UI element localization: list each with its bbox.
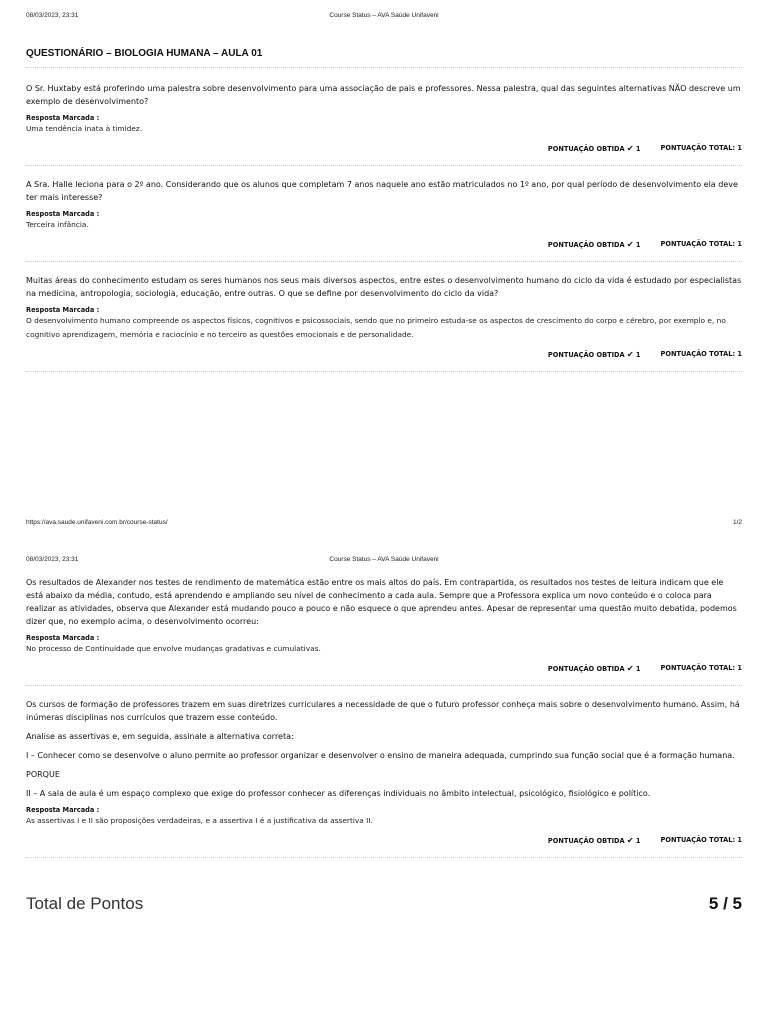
- question-text: O Sr. Huxtaby está proferindo uma palestra sobre desenvolvimento para uma associação de pais e professores. Nessa palestra, qual das seguintes alternativas NÃO descreve um exemplo de desenvolvimento?: [26, 84, 741, 106]
- score-total: PONTUAÇÃO TOTAL: 1: [660, 836, 742, 844]
- score-total: PONTUAÇÃO TOTAL: 1: [660, 664, 742, 672]
- score-obtained: PONTUAÇÃO OBTIDA ✔ 1: [547, 350, 641, 359]
- check-icon: ✔: [626, 240, 634, 249]
- marked-answer: No processo de Continuidade que envolve mudanças gradativas e cumulativas.: [26, 644, 321, 653]
- print-datetime: 08/03/2023, 23:31: [26, 12, 79, 19]
- score-row: [26, 836, 742, 858]
- score-obtained: PONTUAÇÃO OBTIDA ✔ 1: [547, 144, 641, 153]
- score-total: PONTUAÇÃO TOTAL: 1: [660, 144, 742, 152]
- page-2: [26, 576, 742, 870]
- print-header-page-2: [0, 556, 768, 568]
- answer-label: Resposta Marcada :: [26, 806, 100, 814]
- total-value: 5 / 5: [708, 894, 742, 913]
- print-page-number: 1/2: [732, 519, 742, 526]
- score-row: [26, 350, 742, 372]
- check-icon: ✔: [626, 350, 634, 359]
- question-block: [26, 576, 742, 686]
- total-score-row: [26, 894, 742, 914]
- page-title: QUESTIONÁRIO – BIOLOGIA HUMANA – AULA 01: [26, 48, 742, 68]
- question-block: [26, 178, 742, 262]
- question-text: Os resultados de Alexander nos testes de rendimento de matemática estão entre os mais altos do país. Em contrapartida, os resultados nos testes de leitura indicam que ele está abaixo da média, contudo, está aprendendo e ampliando seu nível de conhecimento a cada aula. Sempre que a Professora explica um novo conteúdo e o coloca para realizar as atividades, observa que Alexander está mudando pouco a pouco e não esquece o que aprendeu antes. Apesar de representar uma questão muito debatida, podemos dizer que, no exemplo acima, o desenvolvimento ocorreu:: [26, 578, 737, 626]
- answer-label: Resposta Marcada :: [26, 634, 100, 642]
- score-row: [26, 240, 742, 262]
- print-header: [0, 12, 768, 24]
- print-site-title: Course Status – AVA Saúde Unifaveni: [329, 12, 439, 19]
- print-footer: [0, 519, 768, 531]
- print-site-title: Course Status – AVA Saúde Unifaveni: [329, 556, 439, 563]
- answer-label: Resposta Marcada :: [26, 306, 100, 314]
- check-icon: ✔: [626, 664, 634, 673]
- marked-answer: O desenvolvimento humano compreende os aspectos físicos, cognitivos e psicossociais, sendo que no primeiro estuda-se os aspectos de crescimento do corpo e cérebro, por exemplo e, no cognitivo aprendizagem, memória e raciocínio e no terceiro as questões emocionais e de personalidade.: [26, 316, 726, 339]
- question-text: Muitas áreas do conhecimento estudam os seres humanos nos seus mais diversos aspectos, entre estes o desenvolvimento humano do ciclo da vida é estudado por especialistas na medicina, antropologia, sociologia, educação, entre outras. O que se define por desenvolvimento do ciclo da vida?: [26, 276, 742, 298]
- print-url: https://ava.saude.unifaveni.com.br/course-status/: [26, 519, 168, 526]
- question-block: [26, 274, 742, 372]
- marked-answer: Uma tendência inata à timidez.: [26, 124, 143, 133]
- score-row: [26, 144, 742, 166]
- page-1: [26, 48, 742, 384]
- answer-label: Resposta Marcada :: [26, 114, 100, 122]
- marked-answer: As assertivas I e II são proposições verdadeiras, e a assertiva I é a justificativa da assertiva II.: [26, 816, 373, 825]
- score-obtained: PONTUAÇÃO OBTIDA ✔ 1: [547, 664, 641, 673]
- score-obtained: PONTUAÇÃO OBTIDA ✔ 1: [547, 240, 641, 249]
- check-icon: ✔: [626, 836, 634, 845]
- question-block: [26, 698, 742, 858]
- score-obtained: PONTUAÇÃO OBTIDA ✔ 1: [547, 836, 641, 845]
- marked-answer: Terceira infância.: [26, 220, 89, 229]
- score-row: [26, 664, 742, 686]
- answer-label: Resposta Marcada :: [26, 210, 100, 218]
- check-icon: ✔: [626, 144, 634, 153]
- print-datetime: 08/03/2023, 23:31: [26, 556, 79, 563]
- total-label: Total de Pontos: [26, 894, 144, 913]
- score-total: PONTUAÇÃO TOTAL: 1: [660, 350, 742, 358]
- score-total: PONTUAÇÃO TOTAL: 1: [660, 240, 742, 248]
- question-text: A Sra. Halle leciona para o 2º ano. Considerando que os alunos que completam 7 anos naquele ano estão matriculados no 1º ano, por qual período de desenvolvimento ela deve ter mais interesse?: [26, 180, 738, 202]
- question-text: Os cursos de formação de professores trazem em suas diretrizes curriculares a necessidade de que o futuro professor conheça mais sobre o desenvolvimento humano. Assim, há inúmeras disciplinas nos currículos que trazem esse conteúdo. Analise as assertivas e, em seguida, assinale a alternativa correta: I – Conhecer como se desenvolve o aluno permite ao professor organizar e desenvolver o ensino de maneira adequada, cumprindo sua função social que é a formação humana. PORQUE II – A sala de aula é um espaço complexo que exige do professor conhecer as diferenças individuais no âmbito intelectual, psicológico, fisiológico e político.: [26, 700, 740, 798]
- question-block: [26, 82, 742, 166]
